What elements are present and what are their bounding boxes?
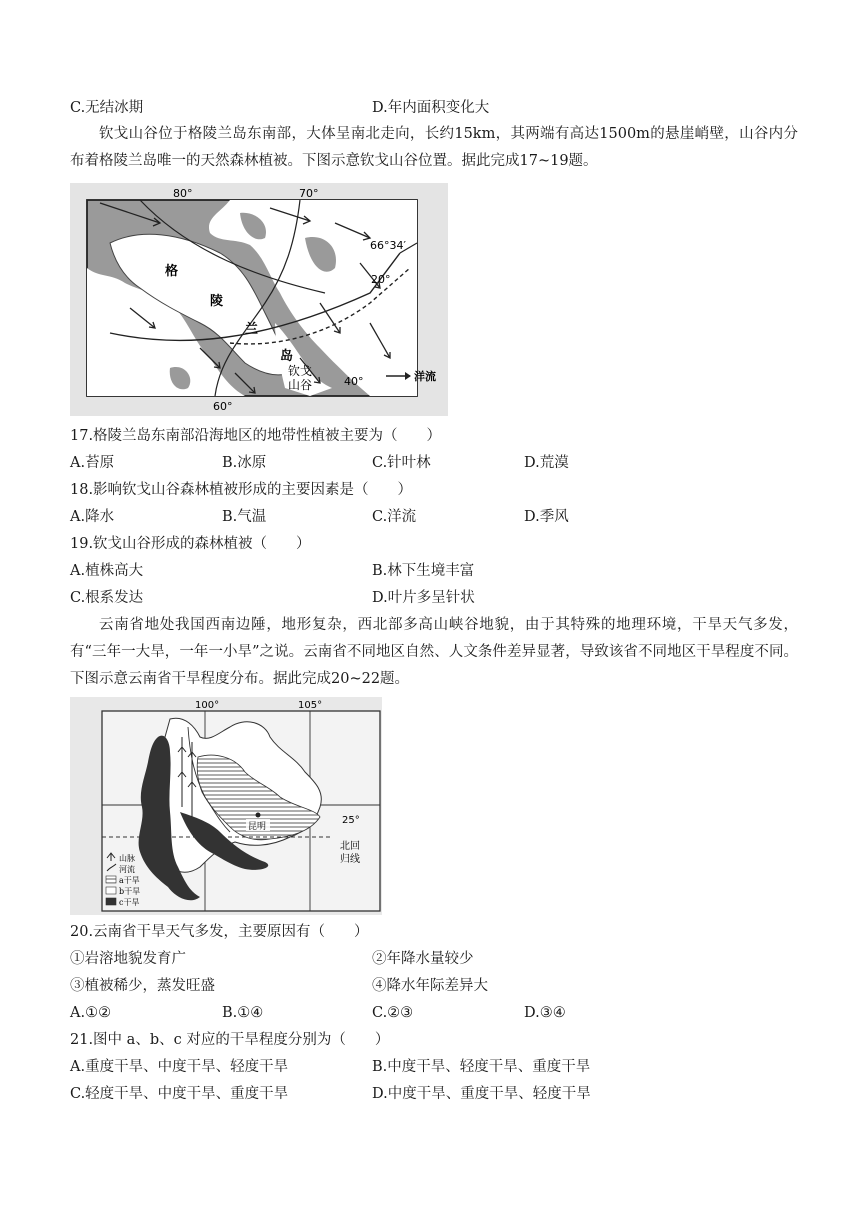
- lon-60-label: 60°: [213, 400, 233, 413]
- valley-label-2: 山谷: [288, 378, 313, 392]
- q18-option-d: D.季风: [524, 509, 569, 525]
- kunming-point: [256, 813, 261, 818]
- q18-stem: 18.影响钦戈山谷森林植被形成的主要因素是（ ）: [70, 482, 413, 498]
- q20-option-a: A.①②: [70, 1005, 112, 1021]
- q20-item-2: ②年降水量较少: [372, 951, 474, 967]
- valley-label-1: 钦戈: [288, 364, 313, 378]
- q19-option-c: C.根系发达: [70, 590, 144, 606]
- lon-70-label: 70°: [299, 187, 319, 200]
- q17-option-c: C.针叶林: [372, 455, 431, 471]
- label-dao: 岛: [280, 349, 294, 364]
- label-ge: 格: [165, 264, 179, 279]
- q18-option-a: A.降水: [70, 509, 115, 525]
- label-ling: 陵: [210, 294, 224, 309]
- legend-b: b干旱: [119, 887, 141, 896]
- q17-option-b: B.冰原: [222, 455, 267, 471]
- q17-option-a: A.苔原: [70, 455, 115, 471]
- q20-item-1: ①岩溶地貌发育广: [70, 951, 186, 967]
- q20-option-c: C.②③: [372, 1005, 414, 1021]
- q20-option-b: B.①④: [222, 1005, 264, 1021]
- q21-option-a: A.重度干旱、中度干旱、轻度干旱: [70, 1059, 289, 1075]
- q20-option-d: D.③④: [524, 1005, 566, 1021]
- q17-stem: 17.格陵兰岛东南部沿海地区的地带性植被主要为（ ）: [70, 428, 442, 444]
- legend-c: c干旱: [119, 898, 140, 907]
- tropic-label-1: 北回: [340, 841, 360, 852]
- q21-stem: 21.图中 a、b、c 对应的干旱程度分别为（ ）: [70, 1032, 390, 1048]
- lat-6634-label: 66°34′: [370, 239, 406, 252]
- legend-mountain: 山脉: [119, 854, 135, 863]
- lat-25-label: 25°: [342, 815, 360, 826]
- q21-option-d: D.中度干旱、重度干旱、轻度干旱: [372, 1086, 591, 1102]
- q21-option-b: B.中度干旱、轻度干旱、重度干旱: [372, 1059, 591, 1075]
- q17-option-d: D.荒漠: [524, 455, 569, 471]
- passage-qinge-valley: 钦戈山谷位于格陵兰岛东南部，大体呈南北走向，长约15km，其两端有高达1500m的悬崖峭壁，山谷内分布着格陵兰岛唯一的天然森林植被。下图示意钦戈山谷位置。据此完成17~19题。: [70, 126, 798, 169]
- label-lan: 兰: [245, 322, 259, 337]
- yunnan-drought-map: [70, 697, 382, 915]
- legend-a: a干旱: [119, 876, 140, 885]
- kunming-label: 昆明: [248, 822, 267, 832]
- legend-river: 河流: [119, 865, 135, 874]
- greenland-map: [70, 183, 448, 416]
- q20-item-3: ③植被稀少，蒸发旺盛: [70, 978, 215, 994]
- lat-20-label: 20°: [371, 273, 391, 286]
- q19-option-b: B.林下生境丰富: [372, 563, 475, 579]
- lon-105-label: 105°: [298, 700, 323, 711]
- q21-option-c: C.轻度干旱、中度干旱、重度干旱: [70, 1086, 289, 1102]
- lon-100-label: 100°: [195, 700, 220, 711]
- legend-current-label: 洋流: [414, 370, 436, 383]
- option-d: D.年内面积变化大: [372, 100, 490, 116]
- q18-option-b: B.气温: [222, 509, 267, 525]
- q18-option-c: C.洋流: [372, 509, 417, 525]
- q19-option-d: D.叶片多呈针状: [372, 590, 475, 606]
- passage-yunnan: 云南省地处我国西南边陲，地形复杂，西北部多高山峡谷地貌，由于其特殊的地理环境，干旱天气多发，有“三年一大旱，一年一小旱”之说。云南省不同地区自然、人文条件差异显著，导致该省不同地区干旱程度不同。下图示意云南省干旱程度分布。据此完成20~22题。: [70, 617, 798, 687]
- q19-option-a: A.植株高大: [70, 563, 144, 579]
- lat-40-label: 40°: [344, 375, 364, 388]
- q19-stem: 19.钦戈山谷形成的森林植被（ ）: [70, 536, 311, 552]
- q20-stem: 20.云南省干旱天气多发，主要原因有（ ）: [70, 924, 369, 940]
- q20-item-4: ④降水年际差异大: [372, 978, 488, 994]
- lon-80-label: 80°: [173, 187, 193, 200]
- tropic-label-2: 归线: [340, 854, 360, 865]
- option-c: C.无结冰期: [70, 100, 144, 116]
